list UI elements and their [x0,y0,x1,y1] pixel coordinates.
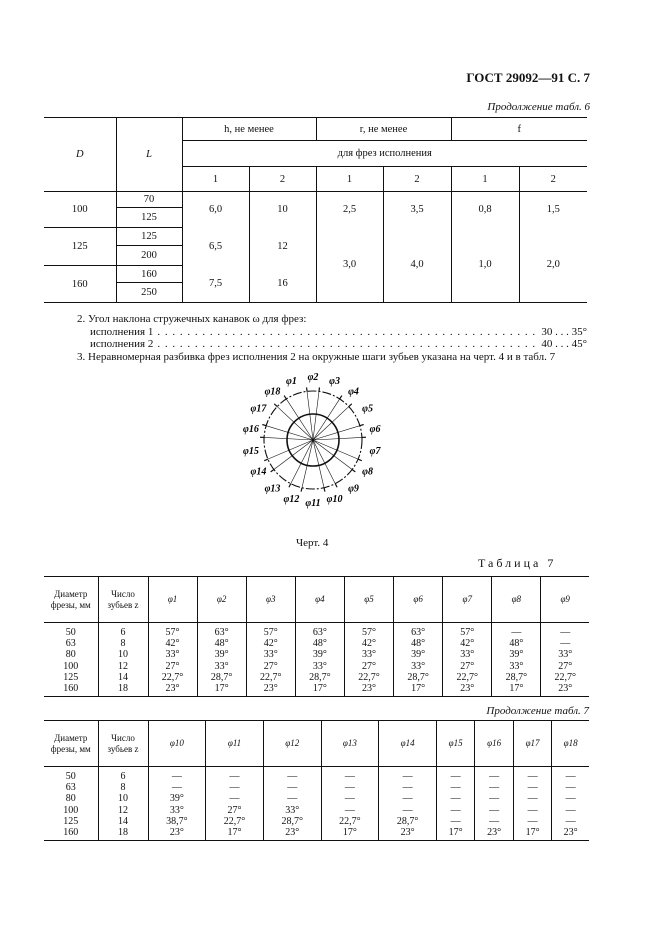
angle-cell: 63° [295,623,344,639]
tooth-mark [271,469,274,471]
angle-cell: 17° [321,827,379,841]
table7b [44,720,589,841]
angle-cell: 48° [295,638,344,649]
angle-cell: 33° [541,649,589,660]
angle-label: φ15 [243,445,259,457]
tooth-mark [335,484,337,488]
table-row [44,672,589,683]
tooth-mark [262,425,266,426]
note-2: 2. Угол наклона стружечных канавок ω для фрез: [77,313,307,325]
angle-cell: 23° [475,827,513,841]
radial-line [313,407,349,440]
tooth-mark [324,488,325,492]
angle-cell: 39° [394,649,443,660]
figure-caption: Черт. 4 [296,537,329,549]
angle-cell: — [513,767,551,783]
angle-cell: — [552,793,589,804]
angle-cell: — [552,805,589,816]
t7b-head-phi15: φ15 [436,721,474,767]
angle-cell: 33° [295,661,344,672]
angle-label: φ5 [362,403,373,415]
t7b-head-z: Число зубьев z [98,721,148,767]
t7-head-phi7: φ7 [443,577,492,623]
angle-cell: 48° [197,638,246,649]
note-2b-label: исполнения 2 [90,338,154,350]
radial-line [291,440,313,484]
cell-f-125-2: 2,0 [519,228,587,303]
diameter-cell: 50 [65,627,76,638]
tooth-mark [274,404,277,407]
tooth-mark [301,488,302,492]
cell-f-100-1: 0,8 [451,192,519,228]
angle-cell: — [263,767,321,783]
angle-cell: 42° [148,638,197,649]
table-row [44,793,589,804]
angle-cell: 23° [246,683,295,697]
teeth-count-cell: 12 [98,661,148,672]
cell-L-200: 200 [116,246,182,266]
angle-cell: 63° [394,623,443,639]
exec-f1: 1 [451,167,519,192]
angle-cell: — [436,782,474,793]
cell-D-160: 160 [44,266,116,303]
table7 [44,576,589,697]
angle-cell: — [321,793,379,804]
cell-r-125-1: 3,0 [316,228,383,303]
angle-cell: 23° [148,827,206,841]
diameter-cell: 160 [44,827,98,841]
cell-h-100-2: 10 [249,192,316,228]
angle-cell: — [475,805,513,816]
angle-label: φ12 [283,494,300,506]
radial-line [277,407,313,440]
angle-cell: 27° [344,661,393,672]
table-row [44,661,589,672]
angle-label: φ11 [305,498,321,509]
angle-cell: — [475,767,513,783]
tooth-mark [352,469,355,471]
angle-cell: 28,7° [295,672,344,683]
cell-r-125-2: 4,0 [383,228,451,303]
angle-cell: 33° [394,661,443,672]
cell-D-125: 125 [44,228,116,266]
angle-cell: — [541,638,589,649]
angle-cell: — [379,767,437,783]
tooth-mark [264,459,268,461]
angle-cell: 39° [197,649,246,660]
col-L-header: L [116,118,182,192]
diameter-cell: 63 [65,638,76,650]
table6-caption: Продолжение табл. 6 [487,101,590,113]
angle-cell: 39° [295,649,344,660]
cell-L-160: 160 [116,266,182,283]
angle-cell: 28,7° [492,672,541,683]
angle-label: φ18 [264,386,281,398]
angle-cell: 23° [263,827,321,841]
diameter-cell: 80 [65,649,76,661]
teeth-count-cell: 6 [98,767,148,783]
angle-cell: — [436,767,474,783]
t7-head-diam: Диаметр фрезы, мм [50,588,91,610]
angle-cell: 23° [148,683,197,697]
angle-cell: 23° [541,683,589,697]
angle-cell: — [321,782,379,793]
t7-head-phi2: φ2 [197,577,246,623]
angle-cell: 17° [197,683,246,697]
radial-line [313,440,358,459]
angle-cell: — [379,793,437,804]
angle-cell: — [206,767,264,783]
angle-cell: — [513,782,551,793]
angle-cell: — [379,805,437,816]
diameter-cell: 50 [65,771,76,782]
t7b-head-phi17: φ17 [513,721,551,767]
angle-cell: — [148,782,206,793]
angle-cell: — [552,816,589,827]
angle-cell: 57° [344,623,393,639]
angle-cell: 42° [246,638,295,649]
angle-cell: 57° [148,623,197,639]
table-row [44,805,589,816]
table-row [44,649,589,660]
teeth-count-cell: 14 [98,672,148,683]
exec-h2: 2 [249,167,316,192]
table7b-caption: Продолжение табл. 7 [486,705,589,717]
table-row [44,683,589,697]
angle-cell: 33° [492,661,541,672]
angle-label: φ7 [369,445,381,457]
angle-cell: — [379,782,437,793]
cell-h-100-1: 6,0 [182,192,249,228]
t7-head-phi9: φ9 [541,577,589,623]
angle-cell: — [206,782,264,793]
teeth-count-cell: 18 [98,683,148,697]
angle-cell: — [436,816,474,827]
angle-label: φ9 [348,483,359,495]
angle-label: φ2 [307,372,319,383]
angle-cell: 33° [443,649,492,660]
angle-cell: 17° [513,827,551,841]
angle-cell: — [513,805,551,816]
diameter-cell: 160 [44,683,98,697]
teeth-count-cell: 18 [98,827,148,841]
tooth-mark [360,425,364,426]
angle-cell: 33° [148,805,206,816]
angle-cell: 28,7° [263,816,321,827]
diameter-cell: 100 [63,660,79,672]
t7-head-z: Число зубьев z [98,577,148,623]
t7b-head-phi13: φ13 [321,721,379,767]
angle-cell: — [148,767,206,783]
angle-label: φ10 [326,494,343,506]
t7-head-phi1: φ1 [148,577,197,623]
cell-L-250: 250 [116,283,182,303]
cell-r-100-2: 3,5 [383,192,451,228]
diameter-cell: 125 [63,671,79,683]
angle-cell: 33° [263,805,321,816]
tooth-mark [358,459,362,461]
angle-cell: 57° [443,623,492,639]
angle-cell: — [475,793,513,804]
angle-cell: 38,7° [148,816,206,827]
teeth-count-cell: 8 [98,638,148,649]
angle-cell: 22,7° [321,816,379,827]
angle-cell: 27° [541,661,589,672]
angle-label: φ6 [369,424,381,436]
table-row [44,827,589,841]
angle-cell: 22,7° [443,672,492,683]
cell-L-70: 70 [116,192,182,208]
angle-cell: — [436,793,474,804]
exec-r1: 1 [316,167,383,192]
angle-cell: — [206,793,264,804]
dot-leader: . . . . . . . . . . . . . . . . . . . . . . . . . . . . . . . . . . . . . . . . . . . . . . . . . . . [157,325,537,338]
subheader: для фрез исполнения [182,141,587,167]
exec-r2: 2 [383,167,451,192]
table-row [44,638,589,649]
radial-line [268,440,313,459]
t7b-head-phi14: φ14 [379,721,437,767]
angle-cell: — [492,623,541,639]
cell-r-100-1: 2,5 [316,192,383,228]
angle-cell: 23° [443,683,492,697]
angle-cell: 23° [379,827,437,841]
angle-cell: 22,7° [148,672,197,683]
angle-cell: — [263,793,321,804]
angle-cell: — [321,767,379,783]
table6 [44,117,587,303]
note-2a [77,326,587,339]
t7b-head-phi12: φ12 [263,721,321,767]
tooth-mark [349,404,352,407]
cell-h-125-1: 6,5 [182,228,249,266]
angle-cell: — [552,767,589,783]
diameter-cell: 80 [65,793,76,805]
tooth-mark [289,484,291,488]
dot-leader: . . . . . . . . . . . . . . . . . . . . . . . . . . . . . . . . . . . . . . . . . . . . . . . . . . . [157,338,537,350]
group-h-header: h, не менее [182,118,316,141]
angle-cell: 28,7° [197,672,246,683]
angle-cell: 33° [344,649,393,660]
angle-cell: 27° [246,661,295,672]
teeth-count-cell: 6 [98,623,148,639]
angle-cell: — [552,782,589,793]
t7-head-phi8: φ8 [492,577,541,623]
angle-cell: 57° [246,623,295,639]
cell-L-125b: 125 [116,228,182,246]
diameter-cell: 63 [65,782,76,794]
note-2b-value: 40 . . . 45° [541,338,587,350]
t7-head-phi5: φ5 [344,577,393,623]
angle-cell: 33° [197,661,246,672]
teeth-count-cell: 8 [98,782,148,793]
t7-head-phi6: φ6 [394,577,443,623]
angle-cell: 22,7° [344,672,393,683]
angle-cell: 27° [148,661,197,672]
tooth-mark [340,396,342,399]
t7b-head-phi18: φ18 [552,721,589,767]
angle-cell: 17° [206,827,264,841]
angle-label: φ3 [329,375,340,387]
angle-cell: 63° [197,623,246,639]
angle-cell: 42° [443,638,492,649]
angle-cell: 39° [148,793,206,804]
diameter-cell: 100 [63,804,79,816]
angle-label: φ14 [250,466,267,478]
radial-line [313,440,335,484]
angle-cell: 39° [492,649,541,660]
cell-h-160-2: 16 [249,266,316,303]
angle-cell: — [436,805,474,816]
t7b-head-phi11: φ11 [206,721,264,767]
angle-cell: 22,7° [246,672,295,683]
cell-L-125a: 125 [116,208,182,228]
angle-cell: 28,7° [379,816,437,827]
t7-head-phi3: φ3 [246,577,295,623]
note-2b [77,338,587,351]
group-f-header: f [451,118,587,141]
angle-cell: 17° [394,683,443,697]
teeth-count-cell: 14 [98,816,148,827]
angle-cell: 28,7° [394,672,443,683]
tooth-mark [284,396,286,399]
angle-cell: 23° [552,827,589,841]
angle-cell: — [321,805,379,816]
col-D-header: D [44,118,116,192]
angle-cell: — [513,816,551,827]
angle-label: φ1 [286,375,297,387]
cell-D-100: 100 [44,192,116,228]
table7-title: Таблица 7 [478,556,557,570]
exec-f2: 2 [519,167,587,192]
group-r-header: r, не менее [316,118,451,141]
angle-cell: 33° [148,649,197,660]
angle-cell: — [475,782,513,793]
cell-f-100-2: 1,5 [519,192,587,228]
note-3: 3. Неравномерная разбивка фрез исполнения 2 на окружные шаги зубьев указана на черт. 4 и в табл. 7 [77,350,556,363]
teeth-count-cell: 12 [98,805,148,816]
table-row [44,767,589,783]
angle-cell: 42° [344,638,393,649]
angle-cell: 17° [436,827,474,841]
angle-cell: 17° [295,683,344,697]
angle-cell: 48° [492,638,541,649]
angle-cell: 27° [206,805,264,816]
note-2a-label: исполнения 1 [90,325,154,338]
notes [77,313,587,363]
t7-head-phi4: φ4 [295,577,344,623]
t7b-head-diam: Диаметр фрезы, мм [50,732,91,754]
diameter-cell: 125 [63,815,79,827]
angle-cell: 17° [492,683,541,697]
t7b-head-phi16: φ16 [475,721,513,767]
angle-label: φ16 [243,424,259,436]
exec-h1: 1 [182,167,249,192]
figure-4 [222,370,412,520]
t7b-head-phi10: φ10 [148,721,206,767]
angle-label: φ13 [264,483,281,495]
teeth-count-cell: 10 [98,793,148,804]
angle-cell: 27° [443,661,492,672]
cell-f-125-1: 1,0 [451,228,519,303]
angle-cell: 23° [344,683,393,697]
angle-label: φ4 [348,386,359,398]
teeth-count-cell: 10 [98,649,148,660]
page-header: ГОСТ 29092—91 С. 7 [466,70,590,85]
angle-cell: — [263,782,321,793]
angle-cell: 22,7° [206,816,264,827]
cell-h-125-2: 12 [249,228,316,266]
angle-cell: 22,7° [541,672,589,683]
angle-cell: — [513,793,551,804]
table-row [44,623,589,639]
angle-cell: — [541,623,589,639]
angle-cell: — [475,816,513,827]
cell-h-160-1: 7,5 [182,266,249,303]
angle-cell: 33° [246,649,295,660]
angle-label: φ17 [250,403,267,415]
cutter-diagram [243,372,381,509]
angle-label: φ8 [362,466,373,478]
angle-cell: 48° [394,638,443,649]
table-row [44,816,589,827]
table-row [44,782,589,793]
note-2a-value: 30 . . . 35° [541,325,587,338]
